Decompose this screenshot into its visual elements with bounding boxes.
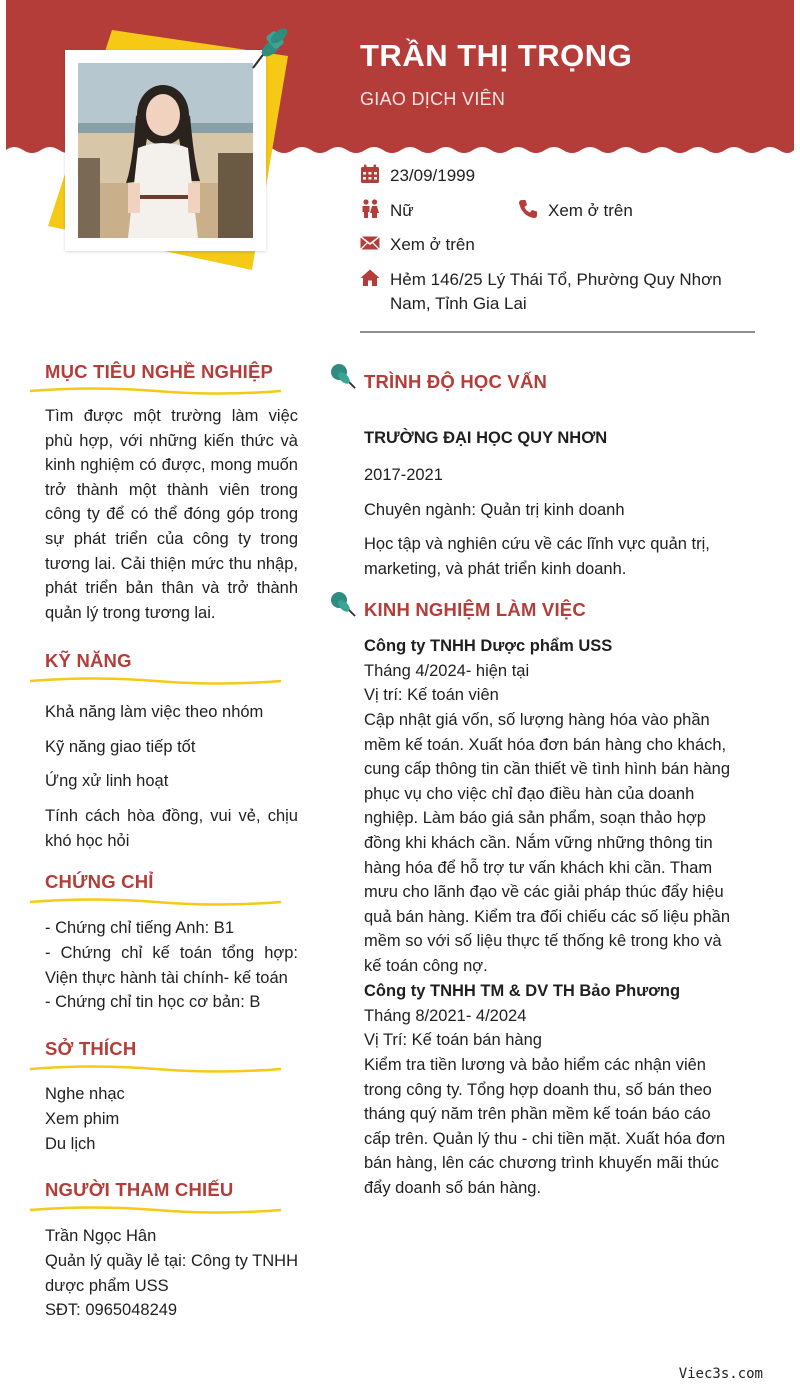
reference-title: NGƯỜI THAM CHIẾU xyxy=(45,1179,234,1200)
birthday-value: 23/09/1999 xyxy=(390,166,476,185)
experience-title: KINH NGHIỆM LÀM VIỆC xyxy=(364,599,586,620)
hobby-item: Xem phim xyxy=(45,1110,120,1128)
calendar-icon xyxy=(360,164,380,184)
profile-photo xyxy=(78,63,253,238)
gender-icon xyxy=(360,199,380,219)
gender-value: Nữ xyxy=(390,201,414,220)
certificates-underline xyxy=(28,896,283,908)
job-position: Vị Trí: Kế toán bán hàng xyxy=(364,1031,542,1049)
hobbies-underline xyxy=(28,1063,283,1075)
job-description: Kiểm tra tiền lương và bảo hiểm các nhận viên trong công ty. Tổng hợp doanh thu, số bán theo tháng quý năm trên phần mềm kế toán báo cáo cấp trên. Quản lý thu - chi tiền mặt. Xuất hóa đơn bán hàng, lên các chương trình khuyến mãi thúc đẩy doanh số bán hàng. xyxy=(364,1056,726,1197)
candidate-name: TRẦN THỊ TRỌNG xyxy=(360,38,633,73)
skill-item: Kỹ năng giao tiếp tốt xyxy=(45,738,196,756)
reference-name: Trần Ngọc Hân xyxy=(45,1227,157,1245)
certificate-item: - Chứng chỉ kế toán tổng hợp: Viện thực hành tài chính- kế toán xyxy=(45,944,298,987)
pushpin-icon xyxy=(328,589,358,619)
skill-item: Tính cách hòa đồng, vui vẻ, chịu khó học hỏi xyxy=(45,807,298,850)
address-value: Hẻm 146/25 Lý Thái Tổ, Phường Quy Nhơn Nam, Tỉnh Gia Lai xyxy=(390,270,722,313)
hobbies-title: SỞ THÍCH xyxy=(45,1038,137,1059)
reference-role: Quản lý quầy lẻ tại: Công ty TNHH dược phẩm USS xyxy=(45,1252,298,1295)
skill-item: Ứng xử linh hoạt xyxy=(45,772,169,790)
certificates-title: CHỨNG CHỈ xyxy=(45,871,154,892)
hobby-item: Nghe nhạc xyxy=(45,1085,125,1103)
phone-value: Xem ở trên xyxy=(548,201,633,220)
skill-item: Khả năng làm việc theo nhóm xyxy=(45,703,264,721)
envelope-icon xyxy=(360,233,380,253)
job-company: Công ty TNHH TM & DV TH Bảo Phương xyxy=(364,982,681,1000)
job-title: GIAO DỊCH VIÊN xyxy=(360,89,506,109)
watermark: Viec3s.com xyxy=(678,1366,763,1382)
pushpin-icon xyxy=(328,361,358,391)
skills-underline xyxy=(28,675,283,687)
job-period: Tháng 4/2024- hiện tại xyxy=(364,662,530,680)
certificate-item: - Chứng chỉ tiếng Anh: B1 xyxy=(45,919,234,937)
job-period: Tháng 8/2021- 4/2024 xyxy=(364,1007,527,1025)
phone-icon xyxy=(518,199,538,219)
job-company: Công ty TNHH Dược phẩm USS xyxy=(364,637,613,655)
education-title: TRÌNH ĐỘ HỌC VẤN xyxy=(364,371,548,392)
reference-underline xyxy=(28,1204,283,1216)
job-description: Cập nhật giá vốn, số lượng hàng hóa vào phần mềm kế toán. Xuất hóa đơn bán hàng cho khách, cung cấp thông tin cần thiết về tình hình bán hàng phục vụ cho việc chỉ đạo điều hàn của doanh nghiệp. Làm báo giá sản phẩm, soạn thảo hợp đồng khi khách cần. Nắm vững những thông tin hàng hóa để hỗ trợ tư vấn khách khi cần. Tham mưu cho lãnh đạo về các giải pháp thúc đẩy hiệu quả bán hàng. Kiểm tra đối chiếu các số liệu phần mềm so với số liệu thực tế thống kê trong kho và kế toán công nợ. xyxy=(364,711,731,975)
contact-divider xyxy=(360,331,755,333)
objective-text: Tìm được một trường làm việc phù hợp, với những kiến thức và kinh nghiệm có được, mong muốn trở thành một thành viên trong công ty để có thể đóng góp trong sự phát triển của công ty trong tương lai. Cải thiện mức thu nhập, phát triển bản thân và trở thành quản lý trong tương lai. xyxy=(45,407,298,622)
skills-title: KỸ NĂNG xyxy=(45,650,132,671)
objective-underline xyxy=(28,385,283,397)
hobby-item: Du lịch xyxy=(45,1135,96,1153)
home-icon xyxy=(360,268,380,288)
pushpin-icon xyxy=(247,24,291,72)
photo-frame xyxy=(65,50,266,251)
email-value: Xem ở trên xyxy=(390,235,475,254)
education-major: Chuyên ngành: Quản trị kinh doanh xyxy=(364,501,625,519)
education-school: TRƯỜNG ĐẠI HỌC QUY NHƠN xyxy=(364,429,608,447)
job-position: Vị trí: Kế toán viên xyxy=(364,686,499,704)
reference-phone: SĐT: 0965048249 xyxy=(45,1301,178,1319)
education-description: Học tập và nghiên cứu về các lĩnh vực quản trị, marketing, và phát triển kinh doanh. xyxy=(364,535,710,578)
certificate-item: - Chứng chỉ tin học cơ bản: B xyxy=(45,993,261,1011)
objective-title: MỤC TIÊU NGHỀ NGHIỆP xyxy=(45,361,274,382)
education-period: 2017-2021 xyxy=(364,466,443,484)
